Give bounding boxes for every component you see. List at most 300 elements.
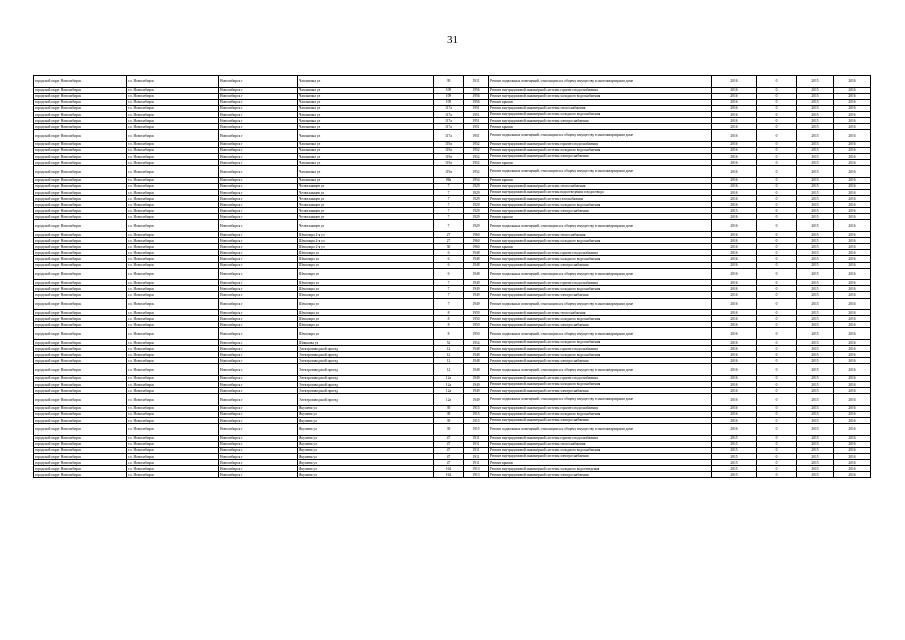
start-year-cell: 2015 [797, 405, 834, 411]
end-year-cell: 2016 [834, 472, 871, 478]
municipality-cell: г.о. Новосибирск [127, 388, 219, 394]
city-cell: Новосибирск г [219, 460, 298, 466]
city-cell: Новосибирск г [219, 472, 298, 478]
street-cell: Шекспира ул [298, 250, 434, 256]
district-cell: городской округ Новосибирск [34, 220, 127, 232]
municipality-cell: г.о. Новосибирск [127, 262, 219, 268]
house-number-cell: 39 [434, 76, 464, 88]
municipality-cell: г.о. Новосибирск [127, 160, 219, 166]
build-year-cell: 1915 [464, 424, 489, 436]
count-cell: 0 [757, 352, 797, 358]
start-year-cell: 2015 [797, 447, 834, 453]
end-year-cell: 2016 [834, 111, 871, 117]
end-year-cell: 2016 [834, 177, 871, 183]
street-cell: Якушева ул [298, 447, 434, 453]
build-year-cell: 1952 [464, 141, 489, 147]
end-year-cell: 2016 [834, 105, 871, 111]
start-year-cell: 2015 [797, 441, 834, 447]
start-year-cell: 2015 [797, 154, 834, 160]
city-cell: Новосибирск г [219, 202, 298, 208]
street-cell: Электрозаводской проезд [298, 364, 434, 376]
district-cell: городской округ Новосибирск [34, 99, 127, 105]
end-year-cell: 2016 [834, 130, 871, 142]
municipality-cell: г.о. Новосибирск [127, 364, 219, 376]
municipality-cell: г.о. Новосибирск [127, 346, 219, 352]
start-year-cell: 2015 [797, 141, 834, 147]
count-cell: 0 [757, 208, 797, 214]
work-type-cell: Ремонт крыши [489, 460, 712, 466]
end-year-cell: 2016 [834, 298, 871, 310]
municipality-cell: г.о. Новосибирск [127, 375, 219, 381]
work-type-cell: Ремонт внутридомовой инженерной системы электроснабжения [489, 208, 712, 214]
start-year-cell: 2015 [797, 160, 834, 166]
count-cell: 0 [757, 124, 797, 130]
end-year-cell: 2016 [834, 394, 871, 406]
city-cell: Новосибирск г [219, 424, 298, 436]
count-cell: 0 [757, 375, 797, 381]
end-year-cell: 2016 [834, 382, 871, 388]
city-cell: Новосибирск г [219, 268, 298, 280]
table-row [34, 130, 871, 142]
city-cell: Новосибирск г [219, 286, 298, 292]
city-cell: Новосибирск г [219, 160, 298, 166]
work-type-cell: Ремонт внутридомовой инженерной системы холодного водоотведения [489, 466, 712, 472]
end-year-cell: 2016 [834, 76, 871, 88]
street-cell: Якушева ул [298, 460, 434, 466]
start-year-cell: 2015 [797, 466, 834, 472]
street-cell: Шекспира ул [298, 262, 434, 268]
start-year-cell: 2015 [797, 268, 834, 280]
house-number-cell: 6 [434, 262, 464, 268]
plan-year-cell: 2016 [712, 105, 757, 111]
count-cell: 0 [757, 220, 797, 232]
municipality-cell: г.о. Новосибирск [127, 183, 219, 189]
build-year-cell: 1911 [464, 447, 489, 453]
start-year-cell: 2015 [797, 328, 834, 340]
house-number-cell: 12а [434, 394, 464, 406]
plan-year-cell: 2016 [712, 394, 757, 406]
build-year-cell: 1951 [464, 130, 489, 142]
plan-year-cell: 2016 [712, 232, 757, 238]
city-cell: Новосибирск г [219, 394, 298, 406]
city-cell: Новосибирск г [219, 358, 298, 364]
house-number-cell: 7 [434, 208, 464, 214]
city-cell: Новосибирск г [219, 292, 298, 298]
work-type-cell: Ремонт внутридомовой инженерной системы электроснабжения [489, 154, 712, 160]
district-cell: городской округ Новосибирск [34, 111, 127, 117]
plan-year-cell: 2016 [712, 250, 757, 256]
district-cell: городской округ Новосибирск [34, 160, 127, 166]
street-cell: Чаплыгина ул [298, 105, 434, 111]
plan-year-cell: 2016 [712, 190, 757, 196]
end-year-cell: 2016 [834, 250, 871, 256]
start-year-cell: 2015 [797, 424, 834, 436]
district-cell: городской округ Новосибирск [34, 328, 127, 340]
work-type-cell: Ремонт внутридомовой инженерной системы горячего водоснабжения [489, 375, 712, 381]
street-cell: Якушева ул [298, 411, 434, 417]
count-cell: 0 [757, 238, 797, 244]
build-year-cell: 1951 [464, 118, 489, 124]
start-year-cell: 2015 [797, 364, 834, 376]
city-cell: Новосибирск г [219, 447, 298, 453]
work-type-cell: Ремонт внутридомовой инженерной системы электроснабжения [489, 472, 712, 478]
work-type-cell: Ремонт подвальных помещений, относящихся к общему имуществу в многоквартирном доме [489, 298, 712, 310]
count-cell: 0 [757, 394, 797, 406]
work-type-cell: Ремонт внутридомовой инженерной системы горячего водоснабжения [489, 346, 712, 352]
count-cell: 0 [757, 298, 797, 310]
start-year-cell: 2015 [797, 358, 834, 364]
build-year-cell: 1929 [464, 196, 489, 202]
municipality-cell: г.о. Новосибирск [127, 298, 219, 310]
end-year-cell: 2016 [834, 435, 871, 441]
house-number-cell: 7 [434, 220, 464, 232]
city-cell: Новосибирск г [219, 214, 298, 220]
city-cell: Новосибирск г [219, 93, 298, 99]
plan-year-cell: 2015 [712, 435, 757, 441]
city-cell: Новосибирск г [219, 364, 298, 376]
count-cell: 0 [757, 418, 797, 424]
municipality-cell: г.о. Новосибирск [127, 328, 219, 340]
work-type-cell: Ремонт внутридомовой инженерной системы электроснабжения [489, 453, 712, 459]
street-cell: Якушева ул [298, 441, 434, 447]
street-cell: Электрозаводской проезд [298, 358, 434, 364]
city-cell: Новосибирск г [219, 183, 298, 189]
count-cell: 0 [757, 166, 797, 178]
house-number-cell: 27 [434, 232, 464, 238]
end-year-cell: 2016 [834, 364, 871, 376]
start-year-cell: 2015 [797, 87, 834, 93]
street-cell: Челюскинцев ул [298, 190, 434, 196]
start-year-cell: 2015 [797, 352, 834, 358]
count-cell: 0 [757, 328, 797, 340]
work-type-cell: Ремонт внутридомовой инженерной системы электроснабжения [489, 322, 712, 328]
plan-year-cell: 2015 [712, 441, 757, 447]
count-cell: 0 [757, 286, 797, 292]
house-number-cell: 12а [434, 388, 464, 394]
plan-year-cell: 2016 [712, 322, 757, 328]
municipality-cell: г.о. Новосибирск [127, 292, 219, 298]
house-number-cell: 12а [434, 375, 464, 381]
start-year-cell: 2015 [797, 418, 834, 424]
build-year-cell: 1951 [464, 105, 489, 111]
count-cell: 0 [757, 460, 797, 466]
city-cell: Новосибирск г [219, 87, 298, 93]
house-number-cell: 109 [434, 99, 464, 105]
street-cell: Чаплыгина ул [298, 111, 434, 117]
district-cell: городской округ Новосибирск [34, 238, 127, 244]
start-year-cell: 2015 [797, 339, 834, 345]
city-cell: Новосибирск г [219, 208, 298, 214]
work-type-cell: Ремонт крыши [489, 214, 712, 220]
municipality-cell: г.о. Новосибирск [127, 147, 219, 153]
city-cell: Новосибирск г [219, 405, 298, 411]
street-cell: Чаплыгина ул [298, 141, 434, 147]
plan-year-cell: 2016 [712, 256, 757, 262]
work-type-cell: Ремонт внутридомовой инженерной системы теплоснабжения [489, 105, 712, 111]
end-year-cell: 2016 [834, 352, 871, 358]
end-year-cell: 2016 [834, 99, 871, 105]
city-cell: Новосибирск г [219, 322, 298, 328]
count-cell: 0 [757, 388, 797, 394]
work-type-cell: Ремонт крыши [489, 124, 712, 130]
plan-year-cell: 2016 [712, 202, 757, 208]
plan-year-cell: 2015 [712, 460, 757, 466]
end-year-cell: 2016 [834, 358, 871, 364]
plan-year-cell: 2016 [712, 76, 757, 88]
work-type-cell: Ремонт внутридомовой инженерной системы холодного водоснабжения [489, 316, 712, 322]
count-cell: 0 [757, 346, 797, 352]
district-cell: городской округ Новосибирск [34, 346, 127, 352]
district-cell: городской округ Новосибирск [34, 105, 127, 111]
street-cell: Шекспира ул [298, 256, 434, 262]
table-row [34, 166, 871, 178]
street-cell: Электрозаводской проезд [298, 388, 434, 394]
build-year-cell: 1949 [464, 292, 489, 298]
city-cell: Новосибирск г [219, 339, 298, 345]
count-cell: 0 [757, 466, 797, 472]
municipality-cell: г.о. Новосибирск [127, 244, 219, 250]
count-cell: 0 [757, 93, 797, 99]
build-year-cell: 1948 [464, 250, 489, 256]
plan-year-cell: 2016 [712, 118, 757, 124]
start-year-cell: 2015 [797, 111, 834, 117]
start-year-cell: 2015 [797, 298, 834, 310]
work-type-cell: Ремонт внутридомовой инженерной системы холодного водоснабжения [489, 286, 712, 292]
district-cell: городской округ Новосибирск [34, 166, 127, 178]
city-cell: Новосибирск г [219, 154, 298, 160]
street-cell: Якушева ул [298, 435, 434, 441]
start-year-cell: 2015 [797, 292, 834, 298]
build-year-cell: 1911 [464, 76, 489, 88]
table-row [34, 220, 871, 232]
municipality-cell: г.о. Новосибирск [127, 220, 219, 232]
count-cell: 0 [757, 250, 797, 256]
count-cell: 0 [757, 424, 797, 436]
build-year-cell: 1956 [464, 93, 489, 99]
plan-year-cell: 2016 [712, 310, 757, 316]
plan-year-cell: 2016 [712, 214, 757, 220]
end-year-cell: 2016 [834, 124, 871, 130]
table-row [34, 364, 871, 376]
house-number-cell: 7 [434, 196, 464, 202]
house-number-cell: 12 [434, 352, 464, 358]
street-cell: Чаплыгина ул [298, 118, 434, 124]
city-cell: Новосибирск г [219, 441, 298, 447]
start-year-cell: 2015 [797, 316, 834, 322]
district-cell: городской округ Новосибирск [34, 118, 127, 124]
street-cell: Шекспира ул [298, 286, 434, 292]
municipality-cell: г.о. Новосибирск [127, 424, 219, 436]
end-year-cell: 2016 [834, 154, 871, 160]
end-year-cell: 2016 [834, 375, 871, 381]
plan-year-cell: 2016 [712, 405, 757, 411]
work-type-cell: Ремонт крыши [489, 99, 712, 105]
count-cell: 0 [757, 99, 797, 105]
build-year-cell: 1960 [464, 232, 489, 238]
municipality-cell: г.о. Новосибирск [127, 124, 219, 130]
plan-year-cell: 2016 [712, 411, 757, 417]
district-cell: городской округ Новосибирск [34, 424, 127, 436]
start-year-cell: 2015 [797, 196, 834, 202]
house-number-cell: 7 [434, 292, 464, 298]
count-cell: 0 [757, 118, 797, 124]
house-number-cell: 52 [434, 339, 464, 345]
municipality-cell: г.о. Новосибирск [127, 405, 219, 411]
house-number-cell: 7 [434, 280, 464, 286]
house-number-cell: 119а [434, 141, 464, 147]
municipality-cell: г.о. Новосибирск [127, 460, 219, 466]
street-cell: Шекспира ул [298, 280, 434, 286]
street-cell: Якушева ул [298, 418, 434, 424]
municipality-cell: г.о. Новосибирск [127, 177, 219, 183]
build-year-cell: 1948 [464, 358, 489, 364]
district-cell: городской округ Новосибирск [34, 460, 127, 466]
plan-year-cell: 2016 [712, 328, 757, 340]
work-type-cell: Ремонт подвальных помещений, относящихся к общему имуществу в многоквартирном доме [489, 268, 712, 280]
work-type-cell: Ремонт внутридомовой инженерной системы электроснабжения [489, 418, 712, 424]
end-year-cell: 2016 [834, 292, 871, 298]
district-cell: городской округ Новосибирск [34, 358, 127, 364]
plan-year-cell: 2015 [712, 453, 757, 459]
count-cell: 0 [757, 453, 797, 459]
house-number-cell: 7 [434, 202, 464, 208]
city-cell: Новосибирск г [219, 418, 298, 424]
municipality-cell: г.о. Новосибирск [127, 118, 219, 124]
house-number-cell: 117а [434, 111, 464, 117]
house-number-cell: 119а [434, 147, 464, 153]
city-cell: Новосибирск г [219, 118, 298, 124]
district-cell: городской округ Новосибирск [34, 93, 127, 99]
end-year-cell: 2016 [834, 244, 871, 250]
plan-year-cell: 2016 [712, 346, 757, 352]
build-year-cell: 1911 [464, 453, 489, 459]
work-type-cell: Ремонт внутридомовой инженерной системы горячего водоснабжения [489, 87, 712, 93]
work-type-cell: Ремонт внутридомовой инженерной системы водоотведения и водоотвода [489, 190, 712, 196]
build-year-cell: 1952 [464, 154, 489, 160]
work-type-cell: Ремонт внутридомовой инженерной системы горячего водоснабжения [489, 435, 712, 441]
build-year-cell: 1949 [464, 375, 489, 381]
work-type-cell: Ремонт подвальных помещений, относящихся к общему имуществу в многоквартирном доме [489, 220, 712, 232]
district-cell: городской округ Новосибирск [34, 147, 127, 153]
street-cell: Электрозаводской проезд [298, 382, 434, 388]
build-year-cell: 1929 [464, 202, 489, 208]
municipality-cell: г.о. Новосибирск [127, 339, 219, 345]
municipality-cell: г.о. Новосибирск [127, 466, 219, 472]
count-cell: 0 [757, 76, 797, 88]
city-cell: Новосибирск г [219, 411, 298, 417]
house-number-cell: 30 [434, 244, 464, 250]
house-number-cell: 27 [434, 238, 464, 244]
street-cell: Челюскинцев ул [298, 208, 434, 214]
start-year-cell: 2015 [797, 220, 834, 232]
municipality-cell: г.о. Новосибирск [127, 190, 219, 196]
start-year-cell: 2015 [797, 166, 834, 178]
house-number-cell: 117а [434, 130, 464, 142]
plan-year-cell: 2016 [712, 298, 757, 310]
start-year-cell: 2015 [797, 147, 834, 153]
district-cell: городской округ Новосибирск [34, 76, 127, 88]
house-number-cell: 12 [434, 358, 464, 364]
end-year-cell: 2016 [834, 310, 871, 316]
municipality-cell: г.о. Новосибирск [127, 250, 219, 256]
street-cell: Якушева ул [298, 466, 434, 472]
count-cell: 0 [757, 190, 797, 196]
plan-year-cell: 2015 [712, 208, 757, 214]
page-number: 31 [447, 34, 458, 46]
plan-year-cell: 2016 [712, 424, 757, 436]
end-year-cell: 2016 [834, 232, 871, 238]
work-type-cell: Ремонт внутридомовой инженерной системы холодного водоснабжения [489, 352, 712, 358]
street-cell: Челюскинцев ул [298, 202, 434, 208]
work-type-cell: Ремонт внутридомовой инженерной системы холодного водоснабжения [489, 147, 712, 153]
start-year-cell: 2015 [797, 238, 834, 244]
city-cell: Новосибирск г [219, 346, 298, 352]
district-cell: городской округ Новосибирск [34, 364, 127, 376]
build-year-cell: 1929 [464, 183, 489, 189]
count-cell: 0 [757, 256, 797, 262]
city-cell: Новосибирск г [219, 435, 298, 441]
street-cell: Электрозаводской проезд [298, 394, 434, 406]
municipality-cell: г.о. Новосибирск [127, 472, 219, 478]
end-year-cell: 2016 [834, 441, 871, 447]
end-year-cell: 2016 [834, 280, 871, 286]
city-cell: Новосибирск г [219, 388, 298, 394]
work-type-cell: Ремонт внутридомовой инженерной системы теплоснабжения [489, 232, 712, 238]
municipality-cell: г.о. Новосибирск [127, 76, 219, 88]
house-number-cell: 8 [434, 328, 464, 340]
table-row [34, 328, 871, 340]
build-year-cell: 1960 [464, 244, 489, 250]
end-year-cell: 2016 [834, 93, 871, 99]
start-year-cell: 2015 [797, 394, 834, 406]
count-cell: 0 [757, 160, 797, 166]
start-year-cell: 2015 [797, 322, 834, 328]
plan-year-cell: 2016 [712, 280, 757, 286]
work-type-cell: Ремонт внутридомовой инженерной системы электроснабжения [489, 388, 712, 394]
count-cell: 0 [757, 232, 797, 238]
plan-year-cell: 2016 [712, 130, 757, 142]
build-year-cell: 1911 [464, 435, 489, 441]
house-number-cell: 6 [434, 268, 464, 280]
district-cell: городской округ Новосибирск [34, 87, 127, 93]
end-year-cell: 2016 [834, 166, 871, 178]
end-year-cell: 2016 [834, 238, 871, 244]
street-cell: Чаплыгина ул [298, 76, 434, 88]
count-cell: 0 [757, 154, 797, 160]
end-year-cell: 2016 [834, 190, 871, 196]
house-number-cell: 47 [434, 447, 464, 453]
district-cell: городской округ Новосибирск [34, 177, 127, 183]
city-cell: Новосибирск г [219, 196, 298, 202]
street-cell: Чаплыгина ул [298, 130, 434, 142]
district-cell: городской округ Новосибирск [34, 388, 127, 394]
count-cell: 0 [757, 244, 797, 250]
house-number-cell: 119а [434, 166, 464, 178]
start-year-cell: 2015 [797, 286, 834, 292]
city-cell: Новосибирск г [219, 220, 298, 232]
work-type-cell: Ремонт внутридомовой инженерной системы теплоснабжения [489, 441, 712, 447]
city-cell: Новосибирск г [219, 375, 298, 381]
house-number-cell: 109 [434, 87, 464, 93]
street-cell: Электрозаводской проезд [298, 352, 434, 358]
city-cell: Новосибирск г [219, 328, 298, 340]
district-cell: городской округ Новосибирск [34, 441, 127, 447]
municipality-cell: г.о. Новосибирск [127, 154, 219, 160]
work-type-cell: Ремонт внутридомовой инженерной системы электроснабжения [489, 358, 712, 364]
build-year-cell: 1951 [464, 124, 489, 130]
plan-year-cell: 2016 [712, 292, 757, 298]
plan-year-cell: 2016 [712, 147, 757, 153]
